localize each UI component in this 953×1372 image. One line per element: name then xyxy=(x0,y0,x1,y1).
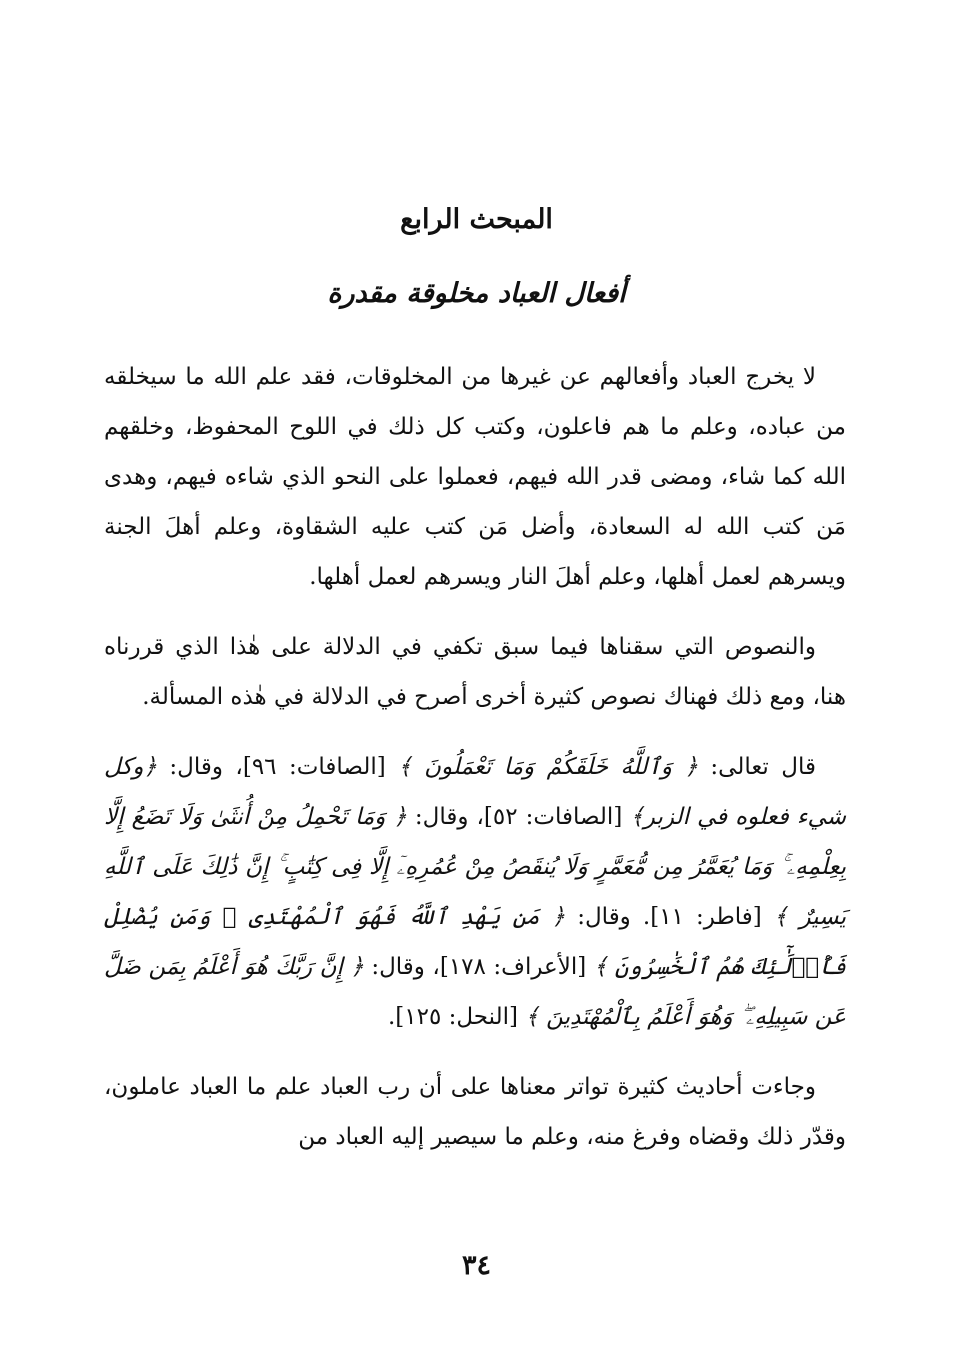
quran-verse-1: ﴿ وَٱللَّهُ خَلَقَكُمْ وَمَا تَعْمَلُونَ ﴾ xyxy=(398,754,698,780)
paragraph-1: لا يخرج العباد وأفعالهم عن غيرها من المخلوقات، فقد علم الله ما سيخلقه من عباده، وعلم ما هم فاعلون، وكتب كل ذلك في اللوح المحفوظ، وخلقهم الله كما شاء، ومضى قدر الله فيهم، فعملوا على النحو الذي شاءه فيهم، وهدى مَن كتب الله له السعادة، وأضل مَن كتب عليه الشقاوة، وعلم أهلَ الجنة ويسرهم لعمل أهلها، وعلم أهلَ النار ويسرهم لعمل أهلها. xyxy=(104,364,846,590)
page-number: ٣٤ xyxy=(461,1250,491,1281)
verse-reference-1: [الصافات: ٩٦]، وقال: xyxy=(156,754,399,780)
paragraph-4: وجاءت أحاديث كثيرة تواتر معناها على أن رب العباد علم ما العباد عاملون، وقدّر ذلك وقضاه وفرغ منه، وعلم ما سيصير إليه العباد من xyxy=(104,1074,846,1150)
quran-verse-5: ﴿ إِنَّ رَبَّكَ هُوَ أَعْلَمُ بِمَن ضَلَّ عَن سَبِيلِهِۦ ۖ وَهُوَ أَعْلَمُ بِٱلْمُهْتَدِينَ ﴾ xyxy=(104,954,846,1030)
verse-reference-2: [الصافات: ٥٢]، وقال: xyxy=(406,804,631,830)
paragraph-2: والنصوص التي سقناها فيما سبق تكفي في الدلالة على هٰذا الذي قررناه هنا، ومع ذلك فهناك نصوص كثيرة أخرى أصرح في الدلالة في هٰذه المسألة. xyxy=(104,634,846,710)
verse-reference-5: [النحل: ١٢٥]. xyxy=(387,1004,526,1030)
section-title: أفعال العباد مخلوقة مقدرة xyxy=(327,278,626,309)
paragraph-3-text: قال تعالى: xyxy=(697,754,816,780)
quran-verse-3: ﴿ وَمَا تَحْمِلُ مِنْ أُنثَىٰ وَلَا تَضَعُ إِلَّا بِعِلْمِهِۦ ۚ وَمَا يُعَمَّرُ مِن مُّعَمَّرٍ وَلَا يُنقَصُ مِنْ عُمُرِهِۦٓ إِلَّا فِى كِتَٰبٍ ۚ إِنَّ ذَٰلِكَ عَلَى ٱللَّهِ يَسِيرٌ ﴾ xyxy=(104,804,847,930)
quran-verse-2: ﴿وكل شيء فعلوه في الزبر﴾ xyxy=(104,754,846,830)
section-heading: المبحث الرابع xyxy=(400,204,553,235)
paragraph-3 xyxy=(104,742,846,1042)
body-text xyxy=(104,352,846,1182)
verse-reference-4: [الأعراف: ١٧٨]، وقال: xyxy=(363,954,594,980)
verse-reference-3: [فاطر: ١١]. وقال: xyxy=(565,904,774,930)
quran-verse-4: ﴿ مَن يَهْدِ ٱللَّهُ فَهُوَ ٱلْمُهْتَدِى ۖ وَمَن يُضْلِلْ فَأُو۟لَٰٓئِكَ هُمُ ٱلْخَٰسِرُونَ ﴾ xyxy=(104,904,846,980)
